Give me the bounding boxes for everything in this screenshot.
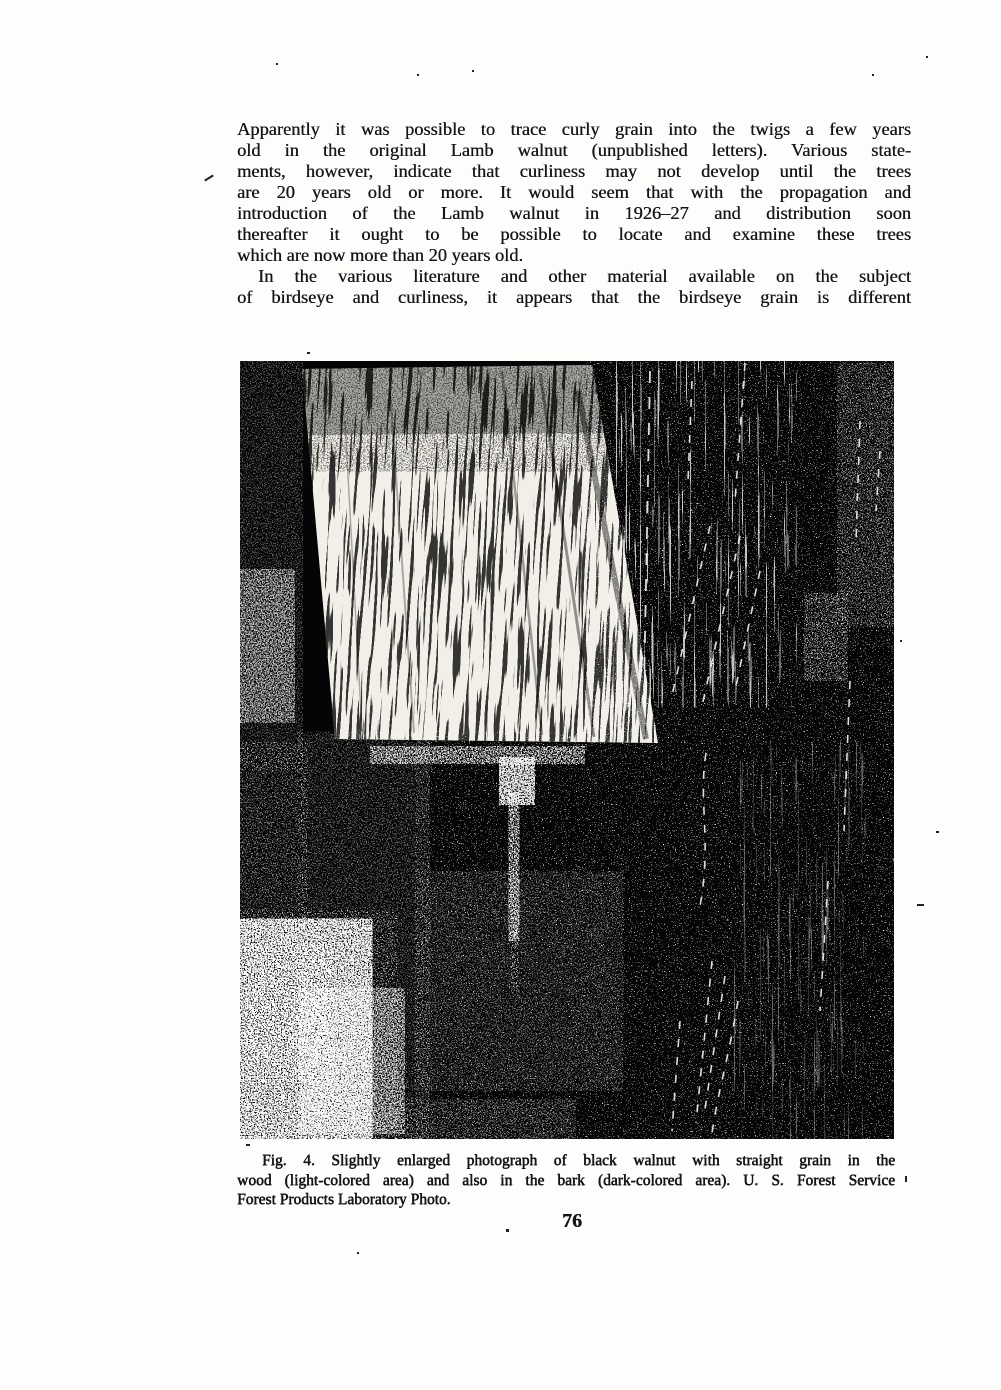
body-line: are 20 years old or more. It would seem that with the propagation and xyxy=(237,182,911,202)
body-line: thereafter it ought to be possible to locate and examine these trees xyxy=(237,224,911,244)
scan-artifact xyxy=(872,74,874,76)
walnut-photo-graphic xyxy=(240,361,894,1139)
scan-artifact xyxy=(472,70,474,72)
caption-line: Fig. 4. Slightly enlarged photograph of black walnut with straight grain in the xyxy=(262,1152,895,1169)
scan-artifact xyxy=(506,1229,509,1232)
scan-artifact xyxy=(276,63,278,65)
paragraph-1 xyxy=(237,119,911,266)
scan-artifact xyxy=(246,1144,250,1146)
scan-artifact xyxy=(926,56,928,58)
paragraph-2 xyxy=(237,266,911,308)
scan-artifact xyxy=(905,1176,907,1182)
scan-artifact xyxy=(936,831,939,833)
body-line: Apparently it was possible to trace curly grain into the twigs a few years xyxy=(237,119,911,139)
body-line: old in the original Lamb walnut (unpublished letters). Various state- xyxy=(237,140,911,160)
scan-artifact xyxy=(900,640,902,642)
body-line: of birdseye and curliness, it appears that the birdseye grain is different xyxy=(237,287,911,307)
page-number: 76 xyxy=(562,1210,582,1232)
body-line: introduction of the Lamb walnut in 1926–27 and distribution soon xyxy=(237,203,911,223)
body-line: ments, however, indicate that curliness may not develop until the trees xyxy=(237,161,911,181)
figure-caption xyxy=(237,1151,895,1210)
scan-artifact xyxy=(307,352,310,354)
figure-photo xyxy=(240,361,894,1139)
scan-artifact xyxy=(204,175,214,182)
caption-line: Forest Products Laboratory Photo. xyxy=(237,1191,451,1209)
scan-artifact xyxy=(917,904,924,906)
scan-artifact xyxy=(417,74,419,76)
body-line: which are now more than 20 years old. xyxy=(237,245,523,265)
body-text xyxy=(237,119,911,308)
caption-line: wood (light-colored area) and also in the bark (dark-colored area). U. S. Forest Service xyxy=(237,1171,895,1189)
scan-artifact xyxy=(357,1252,359,1254)
body-line: In the various literature and other material available on the subject xyxy=(258,266,911,286)
